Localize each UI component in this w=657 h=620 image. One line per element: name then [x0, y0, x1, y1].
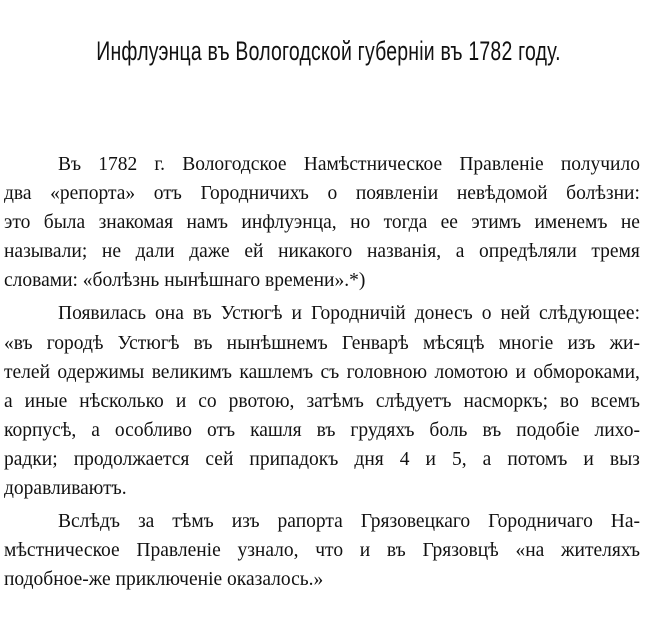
article-body	[4, 150, 640, 594]
text-line: телей одержимы великимъ кашлемъ съ головною ломотою и обмороками,	[4, 361, 640, 383]
text-line: радки; продолжается сей припадокъ дня 4 и 5, а потомъ и выз	[4, 448, 640, 470]
text-line: два «репорта» отъ Городничихъ о появленіи невѣдомой болѣзни:	[4, 183, 640, 205]
text-line: мѣстническое Правленіе узнало, что и въ Грязовцѣ «на жителяхъ	[4, 540, 640, 562]
text-line: корпусѣ, а особливо отъ кашля въ грудяхъ боль въ подобіе лихо-	[4, 419, 640, 441]
text-line: а иные нѣсколько и со рвотою, затѣмъ слѣдуетъ насморкъ; во всемъ	[4, 390, 640, 412]
text-line: доравливаютъ.	[4, 478, 127, 500]
text-line: называли; не дали даже ей никакого названія, а опредѣляли тремя	[4, 241, 640, 263]
text-line: словами: «болѣзнь нынѣшнаго времени».*)	[4, 270, 366, 292]
text-line: подобное-же приключеніе оказалось.»	[4, 569, 324, 591]
text-line: Въ 1782 г. Вологодское Намѣстническое Правленіе получило	[58, 154, 640, 175]
text-line: Появилась она въ Устюгѣ и Городничій донесъ о ней слѣдующее:	[58, 303, 640, 325]
text-line: «въ городѣ Устюгѣ въ нынѣшнемъ Генварѣ мѣсяцѣ многіе изъ жи-	[4, 332, 640, 354]
text-line: Вслѣдъ за тѣмъ изъ рапорта Грязовецкаго Городничаго На-	[58, 511, 640, 533]
page-title: Инфлуэнца въ Вологодской губерніи въ 1782 году.	[96, 36, 561, 66]
text-line: это была знакомая намъ инфлуэнца, но тогда ее этимъ именемъ не	[4, 212, 640, 234]
